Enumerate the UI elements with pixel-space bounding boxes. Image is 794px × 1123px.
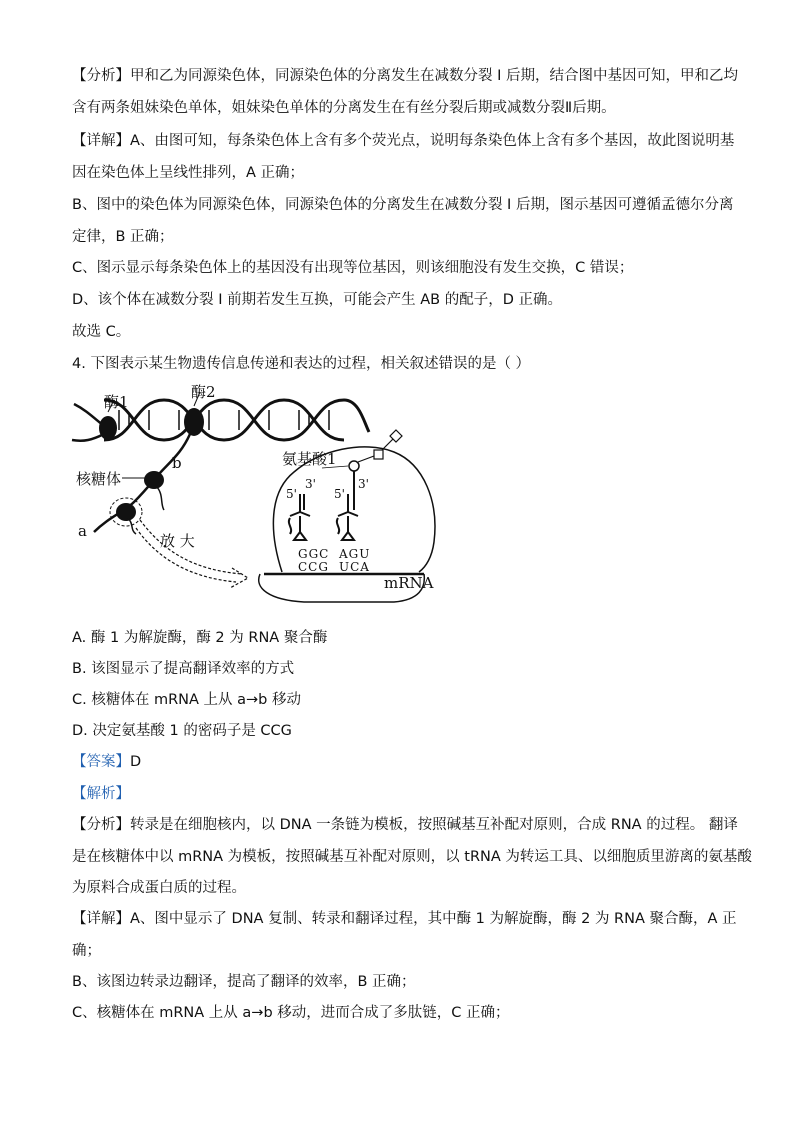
label-b: b xyxy=(172,454,182,472)
analysis2-line-1: 【分析】转录是在细胞核内，以 DNA 一条链为模板，按照碱基互补配对原则，合成 RNA 的过程。 翻译 xyxy=(72,817,738,833)
question-stem: 4. 下图表示某生物遗传信息传递和表达的过程，相关叙述错误的是（ ） xyxy=(72,356,531,372)
anticodon-2: AGU xyxy=(339,547,371,561)
solution-header: 【解析】 xyxy=(72,786,130,802)
analysis-line-2: 含有两条姐妹染色单体，姐妹染色单体的分离发生在有丝分裂后期或减数分裂Ⅱ后期。 xyxy=(72,100,616,116)
amino-acid-square xyxy=(374,450,383,459)
analysis2-line-2: 是在核糖体中以 mRNA 为模板，按照碱基互补配对原则，以 tRNA 为转运工具、以细胞质里游离的氨基酸 xyxy=(72,849,752,865)
detail2-c-line: C、核糖体在 mRNA 上从 a→b 移动，进而合成了多肽链，C 正确； xyxy=(72,1005,510,1021)
ribosome-upper xyxy=(144,471,164,489)
codon-1: CCG xyxy=(298,560,329,574)
five-prime-1: 5' xyxy=(286,487,297,501)
detail-b-line-1: B、图中的染色体为同源染色体，同源染色体的分离发生在减数分裂 I 后期，图示基因可遵循孟德尔分离 xyxy=(72,197,734,213)
answer-line: 【答案】D xyxy=(72,754,142,770)
zoom-label: 放 大 xyxy=(160,532,195,550)
three-prime-1: 3' xyxy=(305,477,316,491)
detail-d-line: D、该个体在减数分裂 I 前期若发生互换，可能会产生 AB 的配子，D 正确。 xyxy=(72,292,563,308)
detail2-line-2: 确； xyxy=(72,943,101,959)
option-d: D. 决定氨基酸 1 的密码子是 CCG xyxy=(72,723,292,739)
enzyme-1-label: 酶1 xyxy=(104,393,129,411)
trna-2 xyxy=(337,470,358,540)
option-b: B. 该图显示了提高翻译效率的方式 xyxy=(72,661,295,677)
detail2-line-1: 【详解】A、图中显示了 DNA 复制、转录和翻译过程，其中酶 1 为解旋酶，酶 2 为 RNA 聚合酶，A 正 xyxy=(72,911,737,927)
enzyme-2-shape xyxy=(184,408,204,436)
ribosome-lower xyxy=(116,503,136,521)
mrna-label: mRNA xyxy=(384,574,434,592)
anticodon-1: GGC xyxy=(298,547,330,561)
five-prime-2: 5' xyxy=(334,487,345,501)
analysis-line-1: 【分析】甲和乙为同源染色体，同源染色体的分离发生在减数分裂 I 后期，结合图中基因可知，甲和乙均 xyxy=(72,68,738,84)
detail-line-2: 因在染色体上呈线性排列，A 正确； xyxy=(72,165,305,181)
choose-line: 故选 C。 xyxy=(72,324,131,340)
option-a: A. 酶 1 为解旋酶，酶 2 为 RNA 聚合酶 xyxy=(72,630,328,646)
gene-expression-figure xyxy=(64,382,484,614)
detail2-b-line: B、该图边转录边翻译，提高了翻译的效率，B 正确； xyxy=(72,974,416,990)
ribosome-label: 核糖体 xyxy=(76,470,122,488)
three-prime-2: 3' xyxy=(358,477,369,491)
analysis2-line-3: 为原料合成蛋白质的过程。 xyxy=(72,880,246,896)
amino-acid-1-circle xyxy=(349,461,359,471)
detail-c-line: C、图示显示每条染色体上的基因没有出现等位基因，则该细胞没有发生交换，C 错误； xyxy=(72,260,634,276)
codon-2: UCA xyxy=(339,560,370,574)
enzyme-2-label: 酶2 xyxy=(191,383,216,401)
amino-acid-1-label: 氨基酸1 xyxy=(282,450,337,468)
detail-b-line-2: 定律，B 正确； xyxy=(72,229,174,245)
enzyme-1-shape xyxy=(99,416,117,440)
label-a: a xyxy=(78,522,87,540)
option-c: C. 核糖体在 mRNA 上从 a→b 移动 xyxy=(72,692,301,708)
detail-line-1: 【详解】A、由图可知，每条染色体上含有多个荧光点，说明每条染色体上含有多个基因，故此图说明基 xyxy=(72,133,735,149)
